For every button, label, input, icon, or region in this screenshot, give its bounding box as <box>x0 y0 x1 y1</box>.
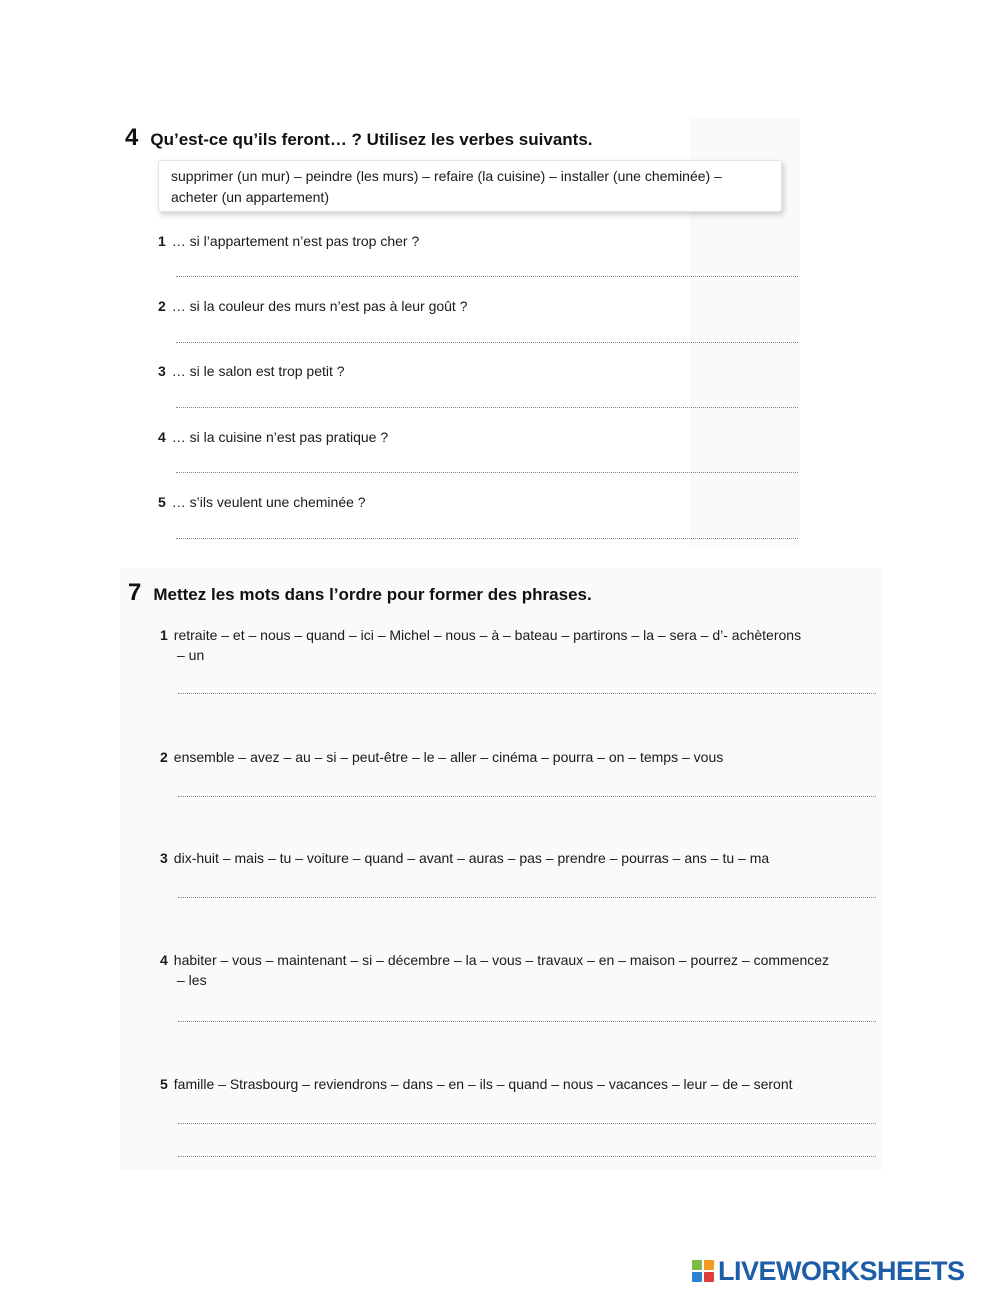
exercise-4-number: 4 <box>125 124 139 151</box>
ex7-answer-line-1[interactable] <box>178 693 876 694</box>
item-text: famille – Strasbourg – reviendrons – dans – en – ils – quand – nous – vacances – leur – de – seront <box>173 1076 793 1092</box>
question-text: … s’ils veulent une cheminée ? <box>171 494 366 510</box>
ex4-answer-line-1[interactable] <box>176 276 798 277</box>
question-text: … si la couleur des murs n’est pas à leur goût ? <box>171 298 468 314</box>
ex7-answer-line-2[interactable] <box>178 796 876 797</box>
question-number: 3 <box>158 363 166 379</box>
question-number: 5 <box>158 494 166 510</box>
ex7-item-5 <box>160 1074 793 1094</box>
item-number: 4 <box>160 952 168 968</box>
item-number: 5 <box>160 1076 168 1092</box>
ex7-answer-line-4[interactable] <box>178 1021 876 1022</box>
exercise-4-instruction: Qu’est-ce qu’ils feront… ? Utilisez les verbes suivants. <box>150 130 593 149</box>
question-text: … si la cuisine n’est pas pratique ? <box>171 429 389 445</box>
ex4-answer-line-5[interactable] <box>176 538 798 539</box>
ex7-item-4 <box>160 950 837 990</box>
ex7-item-1 <box>160 625 807 665</box>
exercise-7-instruction: Mettez les mots dans l’ordre pour former des phrases. <box>153 585 592 604</box>
ex7-answer-line-5a[interactable] <box>178 1123 876 1124</box>
item-number: 2 <box>160 749 168 765</box>
item-number: 1 <box>160 627 168 643</box>
ex4-question-3 <box>158 361 345 381</box>
item-text: ensemble – avez – au – si – peut-être – le – aller – cinéma – pourra – on – temps – vous <box>173 749 724 765</box>
ex4-answer-line-2[interactable] <box>176 342 798 343</box>
exercise-7-number: 7 <box>128 579 142 606</box>
ex4-answer-line-3[interactable] <box>176 407 798 408</box>
ex4-answer-line-4[interactable] <box>176 472 798 473</box>
question-number: 2 <box>158 298 166 314</box>
ex7-answer-line-3[interactable] <box>178 897 876 898</box>
ex4-question-4 <box>158 427 388 447</box>
question-number: 4 <box>158 429 166 445</box>
ex4-question-2 <box>158 296 468 316</box>
item-text: retraite – et – nous – quand – ici – Michel – nous – à – bateau – partirons – la – sera – d’- achèterons – un <box>173 627 802 663</box>
question-text: … si l’appartement n’est pas trop cher ? <box>171 233 420 249</box>
ex7-item-3 <box>160 848 769 868</box>
exercise-7-title <box>128 579 592 607</box>
item-text: dix-huit – mais – tu – voiture – quand – avant – auras – pas – prendre – pourras – ans – tu – ma <box>173 850 770 866</box>
question-text: … si le salon est trop petit ? <box>171 363 345 379</box>
ex7-item-2 <box>160 747 723 767</box>
item-text: habiter – vous – maintenant – si – décembre – la – vous – travaux – en – maison – pourrez – commencez – les <box>173 952 830 988</box>
question-number: 1 <box>158 233 166 249</box>
logo-text: LIVEWORKSHEETS <box>718 1255 965 1286</box>
ex4-question-1 <box>158 231 419 251</box>
ex7-answer-line-5b[interactable] <box>178 1156 876 1157</box>
ex4-question-5 <box>158 492 366 512</box>
exercise-4-title <box>125 124 593 152</box>
item-number: 3 <box>160 850 168 866</box>
liveworksheets-logo[interactable] <box>692 1256 965 1286</box>
liveworksheets-logo-icon <box>692 1260 714 1282</box>
word-bank: supprimer (un mur) – peindre (les murs) – refaire (la cuisine) – installer (une cheminée) – acheter (un appartement) <box>158 160 782 212</box>
